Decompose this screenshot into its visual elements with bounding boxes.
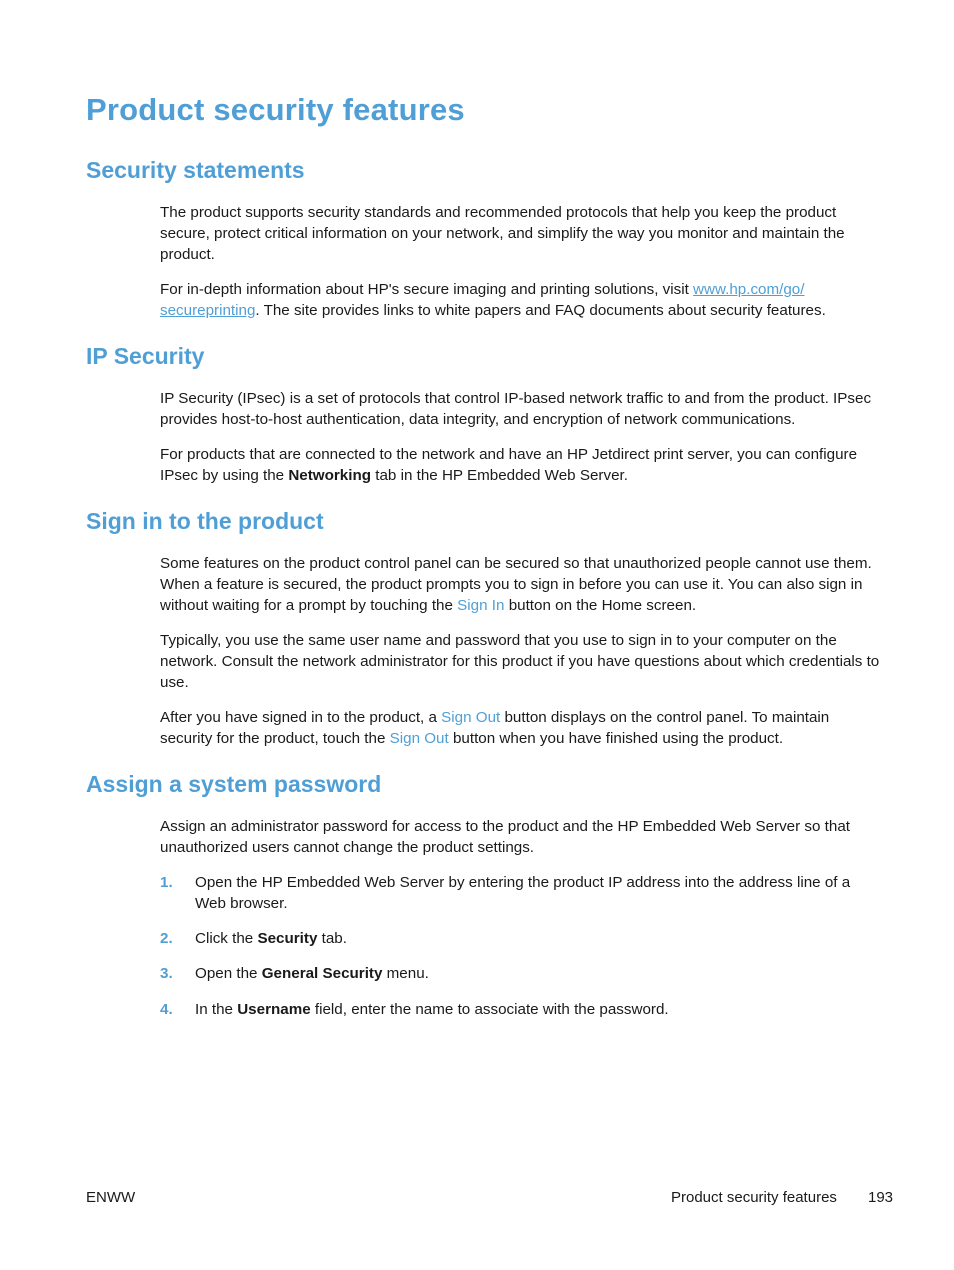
text: For products that are connected to the network and have an HP Jetdirect print server, you can configure IPsec by using the bbox=[160, 446, 858, 484]
step-text bbox=[195, 928, 885, 949]
text: tab in the HP Embedded Web Server. bbox=[371, 467, 628, 484]
heading-security-statements: Security statements bbox=[86, 157, 305, 183]
heading-sign-in: Sign in to the product bbox=[86, 508, 324, 534]
step-2 bbox=[160, 928, 885, 949]
step-number: 1. bbox=[160, 874, 173, 891]
step-number: 2. bbox=[160, 930, 173, 947]
page-number: 193 bbox=[868, 1189, 894, 1206]
sign-in-term: Sign In bbox=[457, 597, 505, 614]
step-3 bbox=[160, 963, 885, 984]
step-text bbox=[195, 872, 885, 914]
step-text bbox=[195, 963, 885, 984]
text: Open the HP Embedded Web Server by entering the product IP address into the address line of a Web browser. bbox=[195, 874, 851, 912]
page-title: Product security features bbox=[86, 92, 465, 127]
networking-tab-term: Networking bbox=[288, 467, 372, 484]
ip-security-paragraph-1: IP Security (IPsec) is a set of protocols that control IP-based network traffic to and from the product. IPsec provides host-to-host authentication, data integrity, and encryption of network communications. bbox=[160, 390, 872, 428]
step-number: 4. bbox=[160, 1001, 173, 1018]
security-statements-paragraph-1: The product supports security standards and recommended protocols that help you keep the product secure, protect critical information on your network, and simplify the way you monitor and maintain the product. bbox=[160, 204, 845, 263]
sign-in-paragraph-1 bbox=[160, 553, 885, 616]
text: tab. bbox=[317, 930, 347, 947]
sign-in-paragraph-2: Typically, you use the same user name and password that you use to sign in to your computer on the network. Consult the network administrator for this product if you have questions about which credentials to use. bbox=[160, 632, 880, 691]
secureprinting-link[interactable]: www.hp.com/go/ secureprinting bbox=[160, 281, 805, 319]
footer-left: ENWW bbox=[86, 1189, 136, 1206]
text: Open the bbox=[195, 965, 262, 982]
sign-out-term: Sign Out bbox=[441, 709, 501, 726]
text: After you have signed in to the product, a bbox=[160, 709, 442, 726]
text: field, enter the name to associate with the password. bbox=[310, 1001, 669, 1018]
sign-out-term: Sign Out bbox=[389, 730, 449, 747]
step-text bbox=[195, 999, 885, 1020]
ip-security-paragraph-2 bbox=[160, 444, 885, 486]
text: menu. bbox=[382, 965, 429, 982]
heading-ip-security: IP Security bbox=[86, 343, 205, 369]
username-term: Username bbox=[237, 1001, 311, 1018]
security-tab-term: Security bbox=[257, 930, 318, 947]
step-number: 3. bbox=[160, 965, 173, 982]
text: For in-depth information about HP's secure imaging and printing solutions, visit bbox=[160, 281, 694, 298]
text: Some features on the product control panel can be secured so that unauthorized people cannot use them. When a feature is secured, the product prompts you to sign in before you can use it. You can also sign in without waiting for a prompt by touching the bbox=[160, 555, 872, 614]
sign-in-paragraph-3 bbox=[160, 707, 885, 749]
text: button on the Home screen. bbox=[504, 597, 697, 614]
heading-assign-password: Assign a system password bbox=[86, 771, 382, 797]
footer-section-title: Product security features bbox=[671, 1189, 837, 1206]
general-security-term: General Security bbox=[261, 965, 383, 982]
step-1 bbox=[160, 872, 885, 914]
text: In the bbox=[195, 1001, 238, 1018]
security-statements-paragraph-2 bbox=[160, 279, 885, 321]
text: . The site provides links to white papers and FAQ documents about security features. bbox=[255, 302, 826, 319]
text: button when you have finished using the product. bbox=[448, 730, 784, 747]
text: button displays on the control panel. To maintain security for the product, touch the bbox=[160, 709, 830, 747]
assign-password-paragraph: Assign an administrator password for access to the product and the HP Embedded Web Server so that unauthorized users cannot change the product settings. bbox=[160, 818, 850, 856]
step-4 bbox=[160, 999, 885, 1020]
text: Click the bbox=[195, 930, 258, 947]
